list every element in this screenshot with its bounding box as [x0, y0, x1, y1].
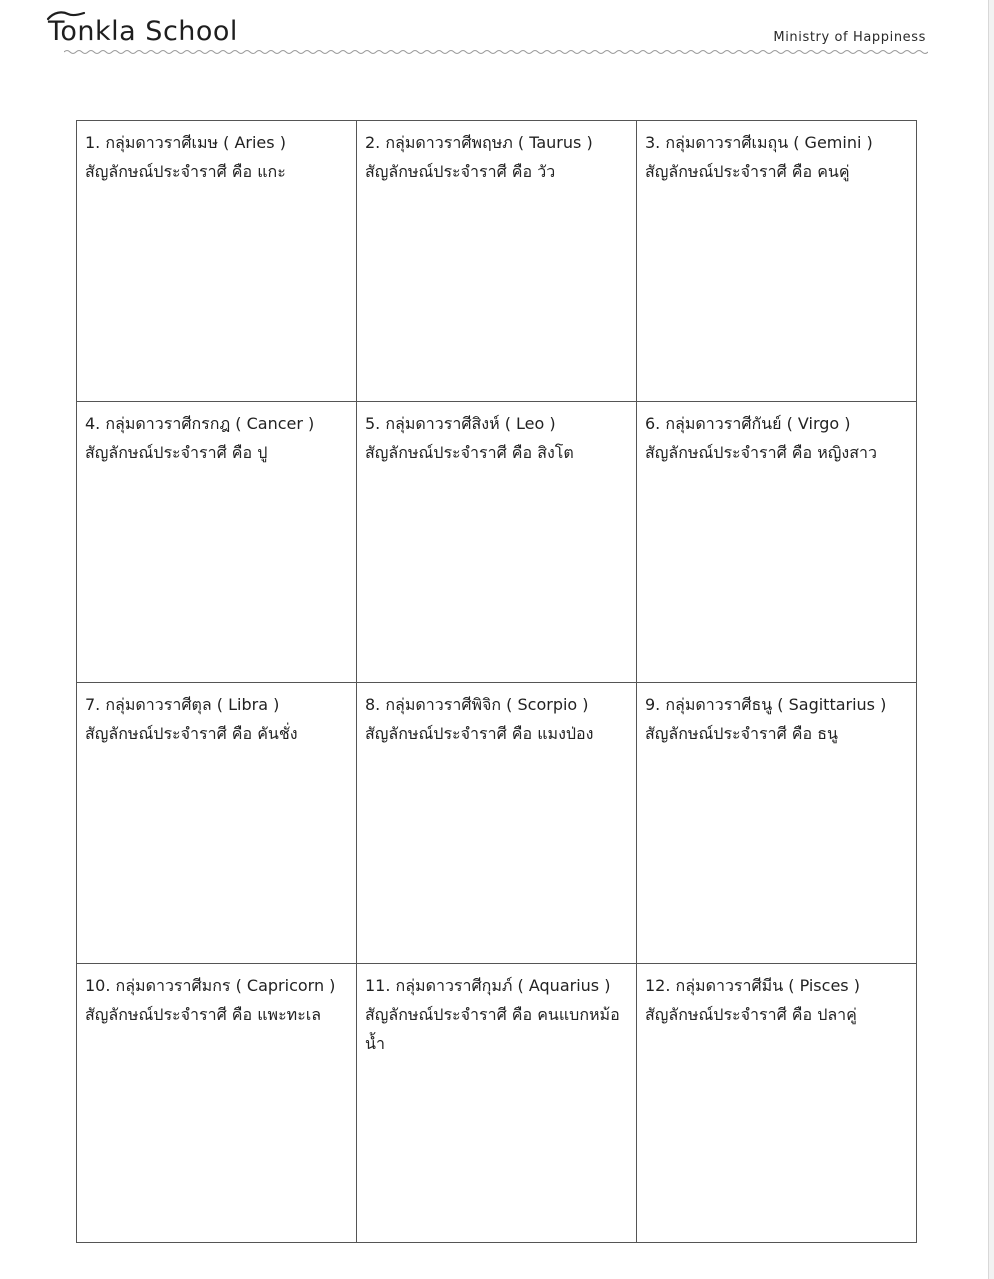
page-header [48, 10, 928, 60]
zodiac-title: 5. กลุ่มดาวราศีสิงห์ ( Leo ) [365, 414, 556, 433]
zodiac-cell [77, 402, 357, 683]
zodiac-symbol: สัญลักษณ์ประจำราศี คือ หญิงสาว [645, 443, 877, 462]
zodiac-title: 10. กลุ่มดาวราศีมกร ( Capricorn ) [85, 976, 336, 995]
zodiac-title: 1. กลุ่มดาวราศีเมษ ( Aries ) [85, 133, 286, 152]
zodiac-cell [637, 683, 916, 964]
zodiac-cell [357, 683, 637, 964]
zodiac-cell [77, 121, 357, 402]
zodiac-symbol: สัญลักษณ์ประจำราศี คือ ปู [85, 443, 268, 462]
zodiac-cell [637, 402, 916, 683]
zodiac-symbol: สัญลักษณ์ประจำราศี คือ แมงป่อง [365, 724, 594, 743]
zodiac-title: 4. กลุ่มดาวราศีกรกฎ ( Cancer ) [85, 414, 315, 433]
zodiac-title: 12. กลุ่มดาวราศีมีน ( Pisces ) [645, 976, 860, 995]
zodiac-symbol: สัญลักษณ์ประจำราศี คือ แพะทะเล [85, 1005, 322, 1024]
zodiac-cell [637, 964, 916, 1242]
school-name: Tonkla School [48, 16, 238, 47]
zodiac-symbol: สัญลักษณ์ประจำราศี คือ ธนู [645, 724, 838, 743]
zodiac-table [76, 120, 917, 1243]
zodiac-cell [637, 121, 916, 402]
zodiac-title: 8. กลุ่มดาวราศีพิจิก ( Scorpio ) [365, 695, 589, 714]
zodiac-symbol: สัญลักษณ์ประจำราศี คือ คนแบกหม้อน้ำ [365, 1005, 620, 1053]
zodiac-cell [357, 121, 637, 402]
zodiac-title: 9. กลุ่มดาวราศีธนู ( Sagittarius ) [645, 695, 887, 714]
zodiac-cell [357, 402, 637, 683]
zodiac-symbol: สัญลักษณ์ประจำราศี คือ วัว [365, 162, 556, 181]
zodiac-symbol: สัญลักษณ์ประจำราศี คือ สิงโต [365, 443, 574, 462]
zodiac-cell [77, 683, 357, 964]
zodiac-symbol: สัญลักษณ์ประจำราศี คือ คันชั่ง [85, 724, 298, 743]
header-tagline: Ministry of Happiness [773, 30, 926, 45]
zodiac-cell [77, 964, 357, 1242]
zodiac-title: 3. กลุ่มดาวราศีเมถุน ( Gemini ) [645, 133, 873, 152]
header-wave-divider [64, 48, 928, 56]
zodiac-symbol: สัญลักษณ์ประจำราศี คือ แกะ [85, 162, 286, 181]
zodiac-symbol: สัญลักษณ์ประจำราศี คือ คนคู่ [645, 162, 850, 181]
zodiac-title: 7. กลุ่มดาวราศีตุล ( Libra ) [85, 695, 280, 714]
zodiac-title: 2. กลุ่มดาวราศีพฤษภ ( Taurus ) [365, 133, 593, 152]
zodiac-symbol: สัญลักษณ์ประจำราศี คือ ปลาคู่ [645, 1005, 857, 1024]
zodiac-cell [357, 964, 637, 1242]
zodiac-title: 11. กลุ่มดาวราศีกุมภ์ ( Aquarius ) [365, 976, 611, 995]
zodiac-title: 6. กลุ่มดาวราศีกันย์ ( Virgo ) [645, 414, 851, 433]
